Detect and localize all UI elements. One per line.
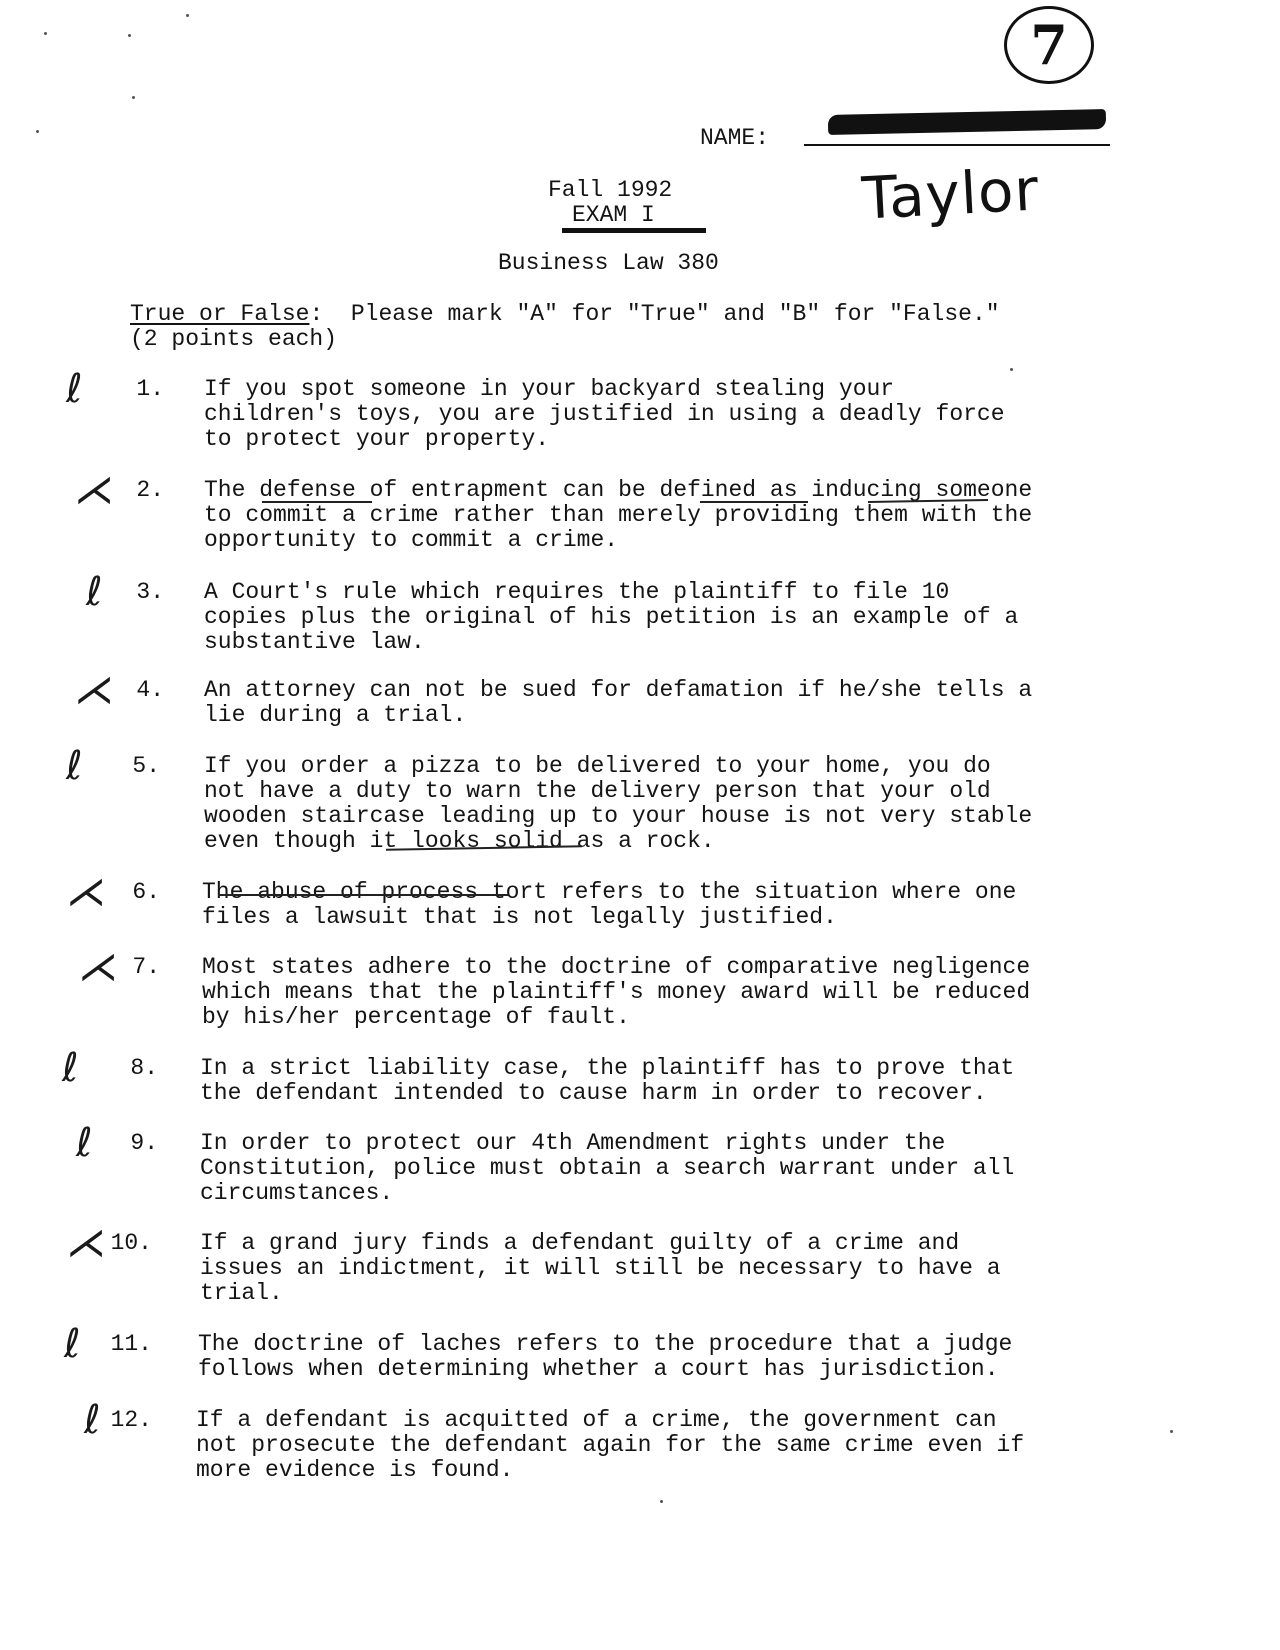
handwritten-answer-mark: ℓ [64,1321,81,1367]
question-text-line: substantive law. [204,629,425,655]
question-number: 4. [136,677,164,703]
question-text-line: The doctrine of laches refers to the procedure that a judge [198,1331,1013,1357]
question-text-line: which means that the plaintiff's money award will be reduced [202,979,1031,1005]
question-number: 1. [136,376,164,402]
question-number: 7. [132,954,160,980]
handwritten-underline [262,501,372,503]
question-text-line: A Court's rule which requires the plaintiff to file 10 [204,579,950,605]
scan-speck [1010,368,1013,371]
name-label: NAME: [700,125,770,151]
handwritten-answer-mark: ⋌ [74,467,114,513]
exam-title: EXAM I [572,202,655,228]
page-number-circle: 7 [1004,6,1094,84]
handwritten-answer-mark: ⋌ [66,1220,106,1266]
question-text-line: files a lawsuit that is not legally justified. [202,904,837,930]
instructions-line-1 [130,302,1000,327]
handwritten-answer-mark: ℓ [62,1045,79,1091]
question-text-line: copies plus the original of his petition is an example of a [204,604,1019,630]
question-text-line: to commit a crime rather than merely providing them with the [204,502,1033,528]
question-text-line: follows when determining whether a court has jurisdiction. [198,1356,999,1382]
question-text-line: to protect your property. [204,426,550,452]
question-number: 3. [136,579,164,605]
question-text-line: An attorney can not be sued for defamation if he/she tells a [204,677,1033,703]
handwritten-answer-mark: ℓ [66,366,83,412]
name-underline [804,144,1110,146]
question-number: 8. [130,1055,158,1081]
instructions-title: True or False [130,301,310,327]
question-number: 9. [130,1130,158,1156]
redaction-mark [828,109,1106,135]
question-text-line: circumstances. [200,1180,394,1206]
question-number: 5. [132,753,160,779]
question-number: 10. [110,1230,152,1256]
question-text-line: lie during a trial. [204,702,467,728]
scan-speck [44,32,47,35]
question-text-line: by his/her percentage of fault. [202,1004,630,1030]
handwritten-underline [700,501,808,503]
question-text-line: The abuse of process tort refers to the situation where one [202,879,1017,905]
question-text-line: more evidence is found. [196,1457,514,1483]
question-number: 11. [110,1331,152,1357]
handwritten-answer-mark: ⋌ [66,869,106,915]
question-text-line: The defense of entrapment can be defined as inducing someone [204,477,1033,503]
question-text-line: not have a duty to warn the delivery person that your old [204,778,991,804]
scan-speck [132,96,135,99]
handwritten-underline [218,894,508,896]
question-text-line: If you order a pizza to be delivered to your home, you do [204,753,991,779]
question-text-line: not prosecute the defendant again for the same crime even if [196,1432,1025,1458]
question-text-line: If you spot someone in your backyard stealing your [204,376,895,402]
instructions-points: (2 points each) [130,326,338,352]
question-text-line: Most states adhere to the doctrine of comparative negligence [202,954,1031,980]
question-text-line: trial. [200,1280,283,1306]
question-text-line: issues an indictment, it will still be necessary to have a [200,1255,1001,1281]
question-text-line: opportunity to commit a crime. [204,527,619,553]
scan-speck [660,1500,663,1503]
handwritten-answer-mark: ℓ [76,1120,93,1166]
question-text-line: In a strict liability case, the plaintiff has to prove that [200,1055,1015,1081]
handwritten-answer-mark: ⋌ [74,667,114,713]
question-text-line: children's toys, you are justified in using a deadly force [204,401,1005,427]
question-text-line: wooden staircase leading up to your house is not very stable [204,803,1033,829]
scan-speck [128,34,131,37]
handwritten-student-name: Taylor [860,155,1041,233]
scan-speck [36,130,39,133]
course-title: Business Law 380 [498,250,719,276]
question-text-line: even though it looks solid as a rock. [204,828,715,854]
question-number: 2. [136,477,164,503]
handwritten-answer-mark: ℓ [86,569,103,615]
question-text-line: If a defendant is acquitted of a crime, the government can [196,1407,997,1433]
question-number: 12. [110,1407,152,1433]
exam-term: Fall 1992 [548,177,673,203]
question-text-line: Constitution, police must obtain a search warrant under all [200,1155,1015,1181]
exam-title-rule [562,228,706,233]
handwritten-answer-mark: ℓ [66,743,83,789]
handwritten-answer-mark: ⋌ [78,944,118,990]
question-number: 6. [132,879,160,905]
scan-speck [186,14,189,17]
scan-speck [1170,1430,1173,1433]
handwritten-answer-mark: ℓ [84,1397,101,1443]
question-text-line: the defendant intended to cause harm in order to recover. [200,1080,987,1106]
question-text-line: If a grand jury finds a defendant guilty of a crime and [200,1230,960,1256]
question-text-line: In order to protect our 4th Amendment rights under the [200,1130,946,1156]
instructions-text: : Please mark "A" for "True" and "B" for "False." [309,301,1000,327]
